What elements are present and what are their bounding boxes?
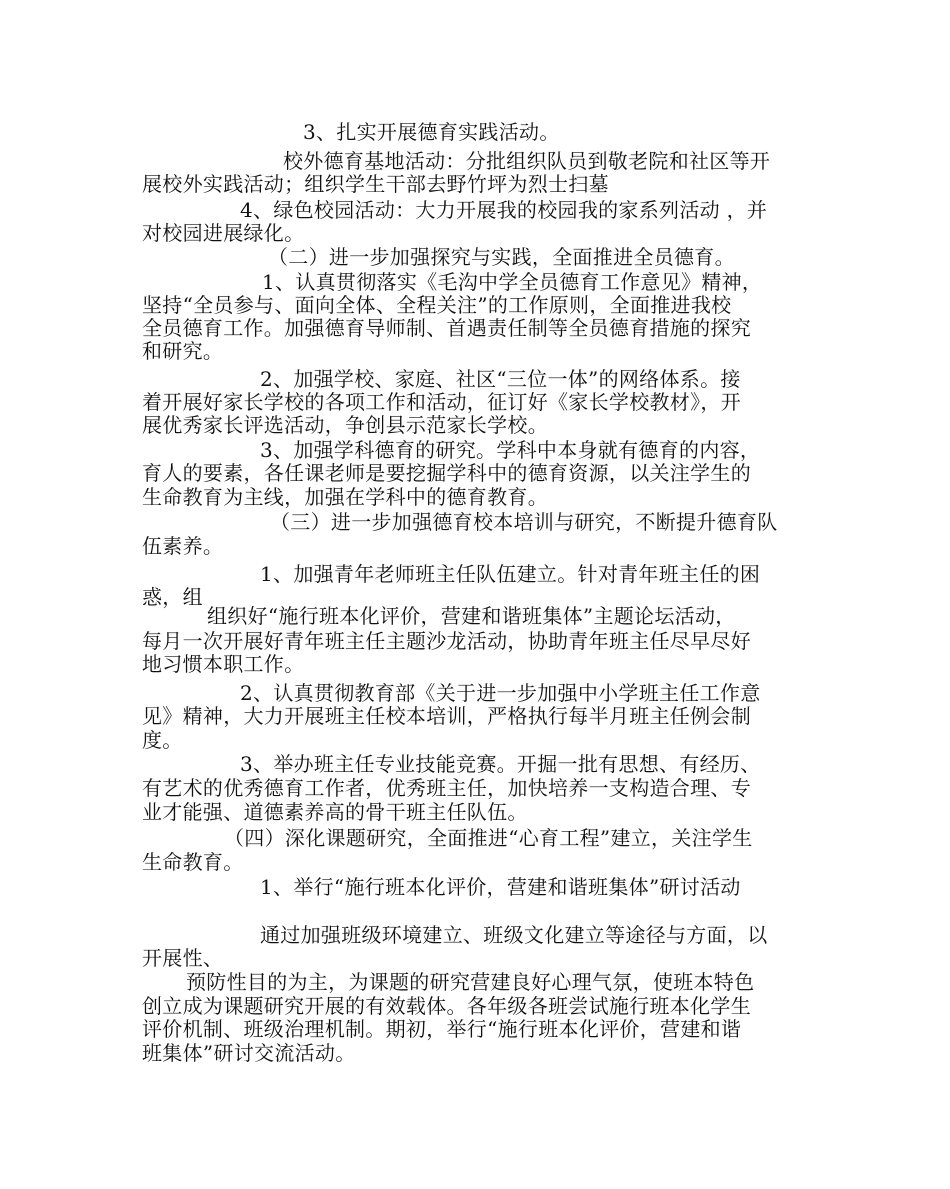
text-line: 通过加强班级环境建立、班级文化建立等途径与方面，以 — [260, 923, 768, 947]
text-line: 着开展好家长学校的各项工作和活动，征订好《家长学校教材》，开 — [142, 390, 741, 414]
text-line: 1、认真贯彻落实《毛沟中学全员德育工作意见》精神， — [262, 270, 763, 294]
text-line: 对校园进展绿化。 — [142, 221, 305, 245]
text-line: 度。 — [142, 728, 183, 752]
text-line: 展优秀家长评选活动，争创县示范家长学校。 — [142, 413, 548, 437]
text-line: 创立成为课题研究开展的有效载体。各年级各班尝试施行班本化学生 — [142, 994, 751, 1018]
text-line: 展校外实践活动；组织学生干部去野竹坪为烈士扫墓 — [142, 172, 609, 196]
text-line: 伍素养。 — [142, 534, 224, 558]
text-line: 全员德育工作。加强德育导师制、首遇责任制等全员德育措施的探究 — [142, 316, 751, 340]
text-line: 预防性目的为主，为课题的研究营建良好心理气氛，使班本特色 — [186, 970, 755, 994]
text-line: 育人的要素，各任课老师是要挖掘学科中的德育资源，以关注学生的 — [142, 461, 751, 485]
text-line: 评价机制、班级治理机制。期初，举行“施行班本化评价，营建和谐 — [142, 1017, 742, 1041]
text-line: 坚持“全员参与、面向全体、全程关注”的工作原则，全面推进我校 — [142, 293, 732, 317]
text-line: 开展性、 — [142, 946, 224, 970]
text-line: 3、加强学科德育的研究。学科中本身就有德育的内容， — [260, 438, 761, 462]
text-line: 生命教育。 — [142, 850, 244, 874]
text-line: 每月一次开展好青年班主任主题沙龙活动，协助青年班主任尽早尽好 — [142, 629, 751, 653]
text-line: 业才能强、道德素养高的骨干班主任队伍。 — [142, 800, 528, 824]
text-line: 见》精神，大力开展班主任校本培训，严格执行每半月班主任例会制 — [142, 704, 751, 728]
text-line: 1、加强青年老师班主任队伍建立。针对青年班主任的困 — [260, 562, 761, 586]
text-line: 3、扎实开展德育实践活动。 — [303, 120, 560, 144]
text-line: 地习惯本职工作。 — [142, 652, 305, 676]
text-line: 班集体”研讨交流活动。 — [142, 1041, 356, 1065]
text-line: 4、绿色校园活动：大力开展我的校园我的家系列活动 ，并 — [240, 198, 768, 222]
text-line: 3、举办班主任专业技能竞赛。开掘一批有思想、有经历、 — [240, 752, 761, 776]
text-line: 2、认真贯彻教育部《关于进一步加强中小学班主任工作意 — [240, 681, 761, 705]
text-line: 校外德育基地活动：分批组织队员到敬老院和社区等开 — [283, 149, 771, 173]
text-line: 有艺术的优秀德育工作者，优秀班主任，加快培养一支构造合理、专 — [142, 776, 751, 800]
text-line: 1、举行“施行班本化评价，营建和谐班集体”研讨活动 — [260, 875, 741, 899]
text-line: 生命教育为主线，加强在学科中的德育教育。 — [142, 485, 548, 509]
section-heading: （二）进一步加强探究与实践，全面推进全员德育。 — [268, 245, 735, 269]
text-line: 和研究。 — [142, 339, 224, 363]
text-line: 组织好“施行班本化评价，营建和谐班集体”主题论坛活动， — [207, 604, 736, 628]
text-line: 2、加强学校、家庭、社区“三位一体”的网络体系。接 — [260, 367, 741, 391]
section-heading: （三）进一步加强德育校本培训与研究，不断提升德育队 — [270, 510, 778, 534]
text-line: 惑，组 — [142, 585, 203, 609]
section-heading: （四）深化课题研究，全面推进“心育工程”建立，关注学生 — [224, 826, 753, 850]
